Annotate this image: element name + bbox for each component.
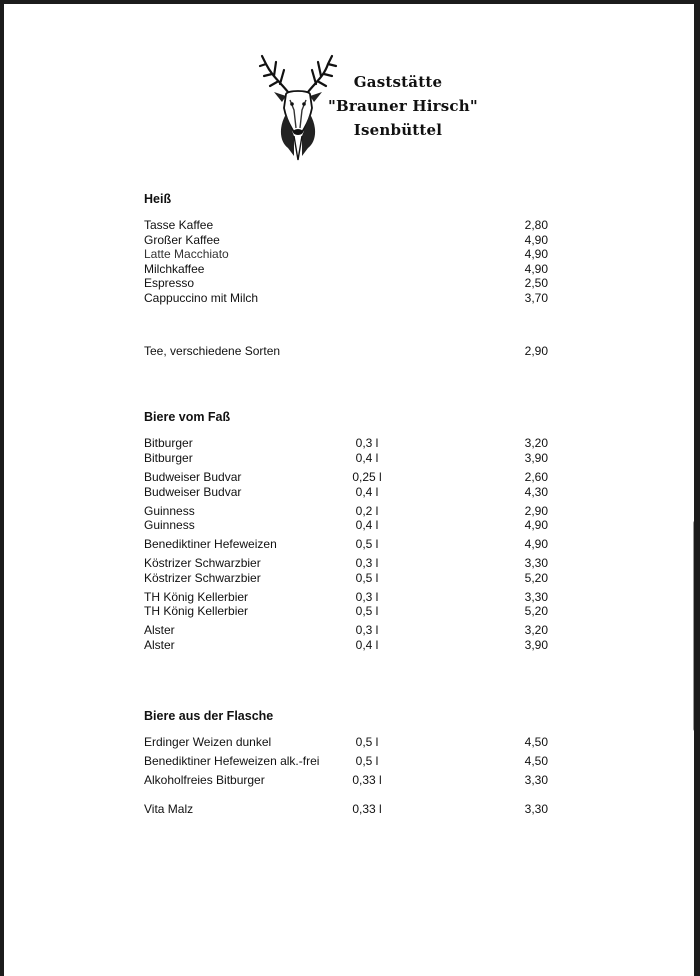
logo-line-2: "Brauner Hirsch"	[328, 97, 478, 115]
item-price: 5,20	[524, 604, 548, 618]
item-volume: 0,5 l	[355, 537, 379, 551]
item-name: Latte Macchiato	[144, 247, 229, 261]
menu-item	[144, 451, 554, 466]
item-price: 3,90	[524, 451, 548, 465]
item-name: Budweiser Budvar	[144, 485, 242, 499]
menu-item	[144, 571, 554, 586]
item-name: Köstrizer Schwarzbier	[144, 571, 261, 585]
item-name: Budweiser Budvar	[144, 470, 242, 484]
item-price: 4,30	[524, 485, 548, 499]
menu-item	[144, 485, 554, 500]
item-name: Alkoholfreies Bitburger	[144, 773, 265, 787]
item-price: 3,30	[524, 590, 548, 604]
menu-item	[144, 470, 554, 485]
item-volume: 0,5 l	[355, 735, 379, 749]
item-name: Milchkaffee	[144, 262, 205, 276]
section-title-fass: Biere vom Faß	[144, 410, 231, 424]
menu-item	[144, 754, 554, 769]
item-price: 4,90	[524, 518, 548, 532]
item-name: Vita Malz	[144, 802, 194, 816]
menu-item	[144, 638, 554, 653]
item-volume: 0,3 l	[355, 556, 379, 570]
item-name: Benediktiner Hefeweizen	[144, 537, 277, 551]
item-price: 4,50	[524, 754, 548, 768]
item-volume: 0,33 l	[352, 773, 382, 787]
item-price: 3,20	[524, 623, 548, 637]
item-price: 2,50	[524, 276, 548, 290]
item-name: Großer Kaffee	[144, 233, 220, 247]
menu-item	[144, 518, 554, 533]
item-price: 4,50	[524, 735, 548, 749]
logo-line-3: Isenbüttel	[353, 121, 443, 139]
menu-item	[144, 436, 554, 451]
item-volume: 0,5 l	[355, 604, 379, 618]
menu-item	[144, 590, 554, 605]
restaurant-logo	[258, 52, 478, 164]
menu-item	[144, 218, 554, 233]
menu-item	[144, 604, 554, 619]
menu-item	[144, 556, 554, 571]
item-price: 2,80	[524, 218, 548, 232]
item-name: Tasse Kaffee	[144, 218, 214, 232]
section-title-heiss: Heiß	[144, 192, 172, 206]
menu-item	[144, 233, 554, 248]
menu-item	[144, 504, 554, 519]
item-price: 4,90	[524, 247, 548, 261]
item-name: Erdinger Weizen dunkel	[144, 735, 272, 749]
item-volume: 0,2 l	[355, 504, 379, 518]
item-name: Bitburger	[144, 451, 193, 465]
item-name: Köstrizer Schwarzbier	[144, 556, 261, 570]
item-price: 3,30	[524, 802, 548, 816]
item-name: Guinness	[144, 504, 195, 518]
item-name: TH König Kellerbier	[144, 590, 249, 604]
menu-item	[144, 623, 554, 638]
menu-page	[4, 4, 694, 976]
item-price: 3,30	[524, 556, 548, 570]
menu-item	[144, 247, 554, 262]
item-price: 2,90	[524, 344, 548, 358]
item-price: 2,60	[524, 470, 548, 484]
item-volume: 0,4 l	[355, 485, 379, 499]
item-name: Alster	[144, 638, 175, 652]
item-volume: 0,3 l	[355, 590, 379, 604]
item-volume: 0,4 l	[355, 518, 379, 532]
item-price: 3,70	[524, 291, 548, 305]
menu-item	[144, 344, 554, 359]
item-volume: 0,4 l	[355, 638, 379, 652]
item-price: 3,30	[524, 773, 548, 787]
menu-item	[144, 773, 554, 788]
logo-line-1: Gaststätte	[353, 73, 443, 91]
item-price: 3,20	[524, 436, 548, 450]
restaurant-name	[328, 70, 478, 142]
item-name: TH König Kellerbier	[144, 604, 249, 618]
menu-item	[144, 802, 554, 817]
item-name: Bitburger	[144, 436, 193, 450]
stag-head-icon	[258, 52, 338, 162]
item-name: Guinness	[144, 518, 195, 532]
section-title-flasche: Biere aus der Flasche	[144, 709, 274, 723]
item-price: 4,90	[524, 262, 548, 276]
menu-item	[144, 537, 554, 552]
item-volume: 0,4 l	[355, 451, 379, 465]
menu-item	[144, 291, 554, 306]
scrollbar-thumb[interactable]	[693, 521, 694, 731]
item-price: 2,90	[524, 504, 548, 518]
item-price: 4,90	[524, 233, 548, 247]
item-name: Alster	[144, 623, 175, 637]
item-volume: 0,5 l	[355, 754, 379, 768]
item-volume: 0,3 l	[355, 436, 379, 450]
menu-item	[144, 735, 554, 750]
item-volume: 0,33 l	[352, 802, 382, 816]
item-volume: 0,3 l	[355, 623, 379, 637]
item-price: 3,90	[524, 638, 548, 652]
item-price: 5,20	[524, 571, 548, 585]
item-price: 4,90	[524, 537, 548, 551]
item-name: Cappuccino mit Milch	[144, 291, 259, 305]
item-volume: 0,5 l	[355, 571, 379, 585]
item-name: Espresso	[144, 276, 195, 290]
menu-item	[144, 276, 554, 291]
item-name: Benediktiner Hefeweizen alk.-frei	[144, 754, 320, 768]
item-volume: 0,25 l	[352, 470, 382, 484]
item-name: Tee, verschiedene Sorten	[144, 344, 281, 358]
menu-item	[144, 262, 554, 277]
